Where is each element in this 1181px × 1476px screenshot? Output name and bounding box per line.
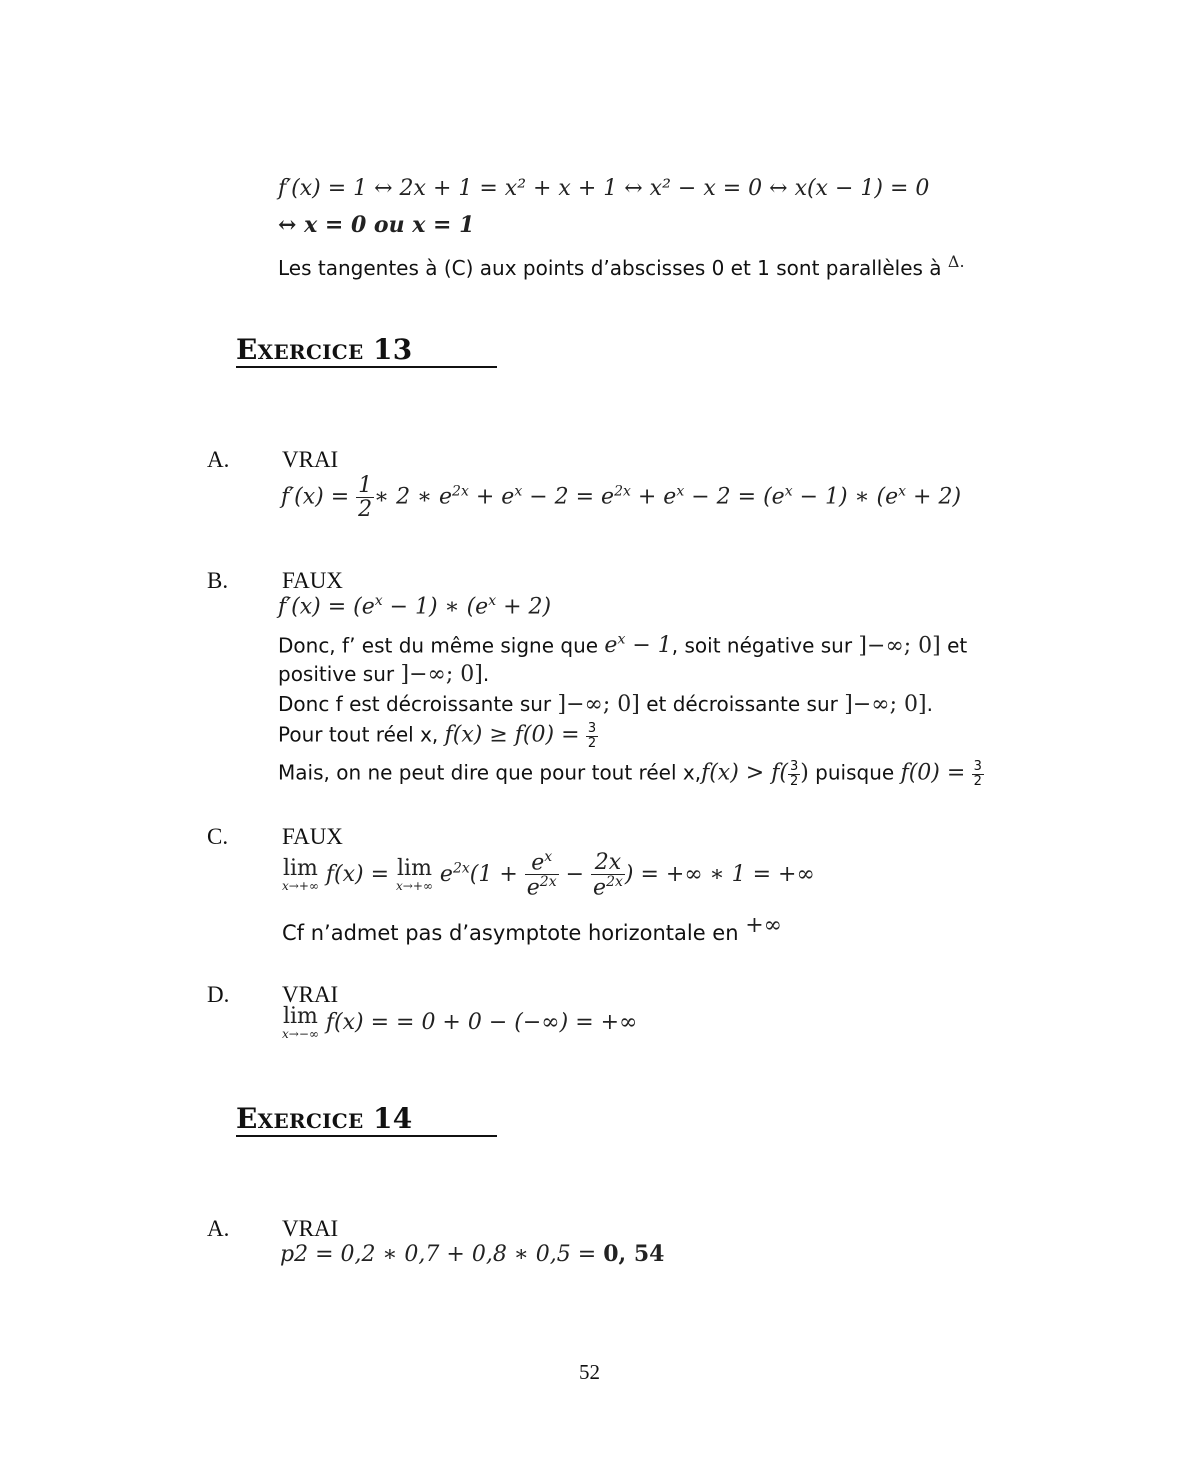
equation-line-2: ↔ x = 0 ou x = 1 [278,212,475,238]
heading-smallcaps: XERCICE [257,1109,364,1133]
limit-operator [282,855,319,893]
frac-num: 3 [587,721,597,736]
math-inline: f(x) ≥ f(0) = [444,722,580,748]
heading-underline [236,366,497,368]
text: . [926,692,933,716]
interval: ]−∞; 0] [557,692,640,717]
item-c-verdict: FAUX [282,824,343,849]
item-b-label: B. [207,568,229,593]
plus-infinity-symbol: +∞ [745,913,782,938]
exponent: x [374,593,383,609]
ex14-item-a-label: A. [207,1216,230,1241]
fraction-ex-over-e2x [525,850,559,900]
limit-operator [396,855,433,893]
eq-part: f(x) = [325,861,390,887]
lim-word: lim [397,855,432,881]
text: Pour tout réel x, [278,722,439,747]
exponent: x [898,483,907,500]
item-d-equation [282,1006,637,1040]
exponent: x [544,849,553,865]
exponent: x [488,593,497,609]
eq-part: + 2) [496,594,552,620]
lim-subscript: x→+∞ [282,878,319,893]
item-d-verdict: VRAI [282,982,339,1007]
fraction-three-halves [788,760,800,788]
text: puisque [815,760,895,785]
heading-initial: E [236,333,258,366]
heading-initial: E [236,1102,258,1135]
eq-part: f(x) = = 0 + 0 − (−∞) = +∞ [325,1010,638,1035]
equation-line-1: f′(x) = 1 ↔ 2x + 1 = x² + x + 1 ↔ x² − x = 0 ↔ x(x − 1) = 0 [278,176,930,201]
exponent: 2x [452,860,470,877]
math-part: ) [800,760,809,786]
text: Mais, on ne peut dire que pour tout réel x, [278,760,702,785]
base: e [531,850,545,876]
page-number: 52 [579,1360,600,1384]
eq-part: − 1) ∗ (e [792,484,899,510]
ex14-item-a-verdict: VRAI [282,1216,339,1241]
item-b-line-5 [278,760,984,788]
lim-subscript: x→+∞ [396,878,433,893]
exponent: 2x [614,483,631,500]
eq-part: + e [468,484,515,510]
eq-part: ) = +∞ ∗ 1 = +∞ [624,861,815,887]
text: , soit négative sur [671,633,853,658]
exponent: x [784,483,793,500]
item-c-equation [282,850,815,900]
frac-num: 3 [973,759,982,774]
eq-part: e [439,861,453,887]
frac-den: 2 [789,773,799,789]
heading-number: 13 [372,333,413,366]
frac-num: 3 [789,759,799,774]
frac-den: 2 [358,497,373,523]
base: e [593,875,607,901]
eq-part: − [565,861,585,887]
fraction-one-half [356,474,374,521]
item-c-conclusion [282,913,782,946]
interval: ]−∞; 0] [400,662,483,687]
lim-word: lim [282,855,318,881]
limit-operator [282,1006,319,1040]
delta-symbol: Δ. [947,252,965,271]
heading-smallcaps: XERCICE [257,340,364,364]
tangent-sentence: Les tangentes à (C) aux points d’abscisses 0 et 1 sont parallèles à [278,256,942,280]
ex14-item-a-equation [280,1241,664,1267]
frac-num: 1 [358,473,373,498]
text: Cf n’admet pas d’asymptote horizontale en [282,921,739,945]
lim-subscript: x→−∞ [282,1027,319,1041]
text: Donc, f’ est du même signe que [278,633,599,658]
math-base: e [604,633,618,659]
heading-number: 14 [372,1102,413,1135]
frac-den [591,875,625,899]
lim-word: lim [282,1004,318,1029]
eq-part: + e [630,484,677,510]
fraction-2x-over-e2x [591,851,625,900]
frac-den: 2 [973,773,982,789]
tangent-text [278,252,965,280]
item-c-label: C. [207,824,229,849]
text: et décroissante sur [646,692,838,716]
exponent: 2x [606,873,623,890]
text: et [947,633,968,658]
eq-part: (1 + [469,861,518,887]
frac-den: 2 [587,735,597,751]
result-value: 0, 54 [603,1241,665,1267]
text: Donc f est décroissante sur [278,692,552,716]
item-b-line-2 [278,662,489,687]
item-b-equation [278,593,551,619]
fraction-three-halves [586,722,598,750]
frac-num: 2x [591,851,625,875]
heading-underline [236,1135,497,1137]
exponent: 2x [452,483,469,500]
eq-lhs: f′(x) = [281,484,350,510]
math-part: − 1 [625,633,672,659]
math-inline: f(x) > f( [701,760,788,786]
text: . [482,662,490,686]
fraction-three-halves [972,760,984,788]
interval: ]−∞; 0] [844,692,927,717]
item-a-label: A. [207,447,230,472]
eq-part: + 2) [906,484,962,510]
text: positive sur [278,662,395,686]
item-d-label: D. [207,982,230,1007]
exponent: x [676,483,685,500]
exponent: x [514,483,523,500]
eq-part: f′(x) = (e [278,594,375,620]
math-inline: f(0) = [900,760,966,786]
exercise-13-heading [236,333,413,366]
exponent: x [617,632,626,648]
exponent: 2x [539,874,557,891]
item-a-verdict: VRAI [282,447,339,472]
frac-den [525,875,559,899]
exercise-14-heading [236,1102,413,1135]
base: e [526,875,540,901]
eq-part: − 2 = (e [684,484,785,510]
item-b-line-4 [278,722,598,750]
eq-part: p2 = 0,2 ∗ 0,7 + 0,8 ∗ 0,5 = [280,1242,597,1267]
frac-num [525,850,559,875]
item-b-line-1 [278,632,967,658]
interval: ]−∞; 0] [858,633,941,659]
eq-part: − 2 = e [522,484,615,510]
item-b-verdict: FAUX [282,568,343,593]
eq-part: − 1) ∗ (e [382,594,489,620]
item-a-equation [281,474,961,521]
item-b-line-3 [278,692,933,717]
math-inline [604,633,671,658]
eq-part: ∗ 2 ∗ e [374,484,453,510]
